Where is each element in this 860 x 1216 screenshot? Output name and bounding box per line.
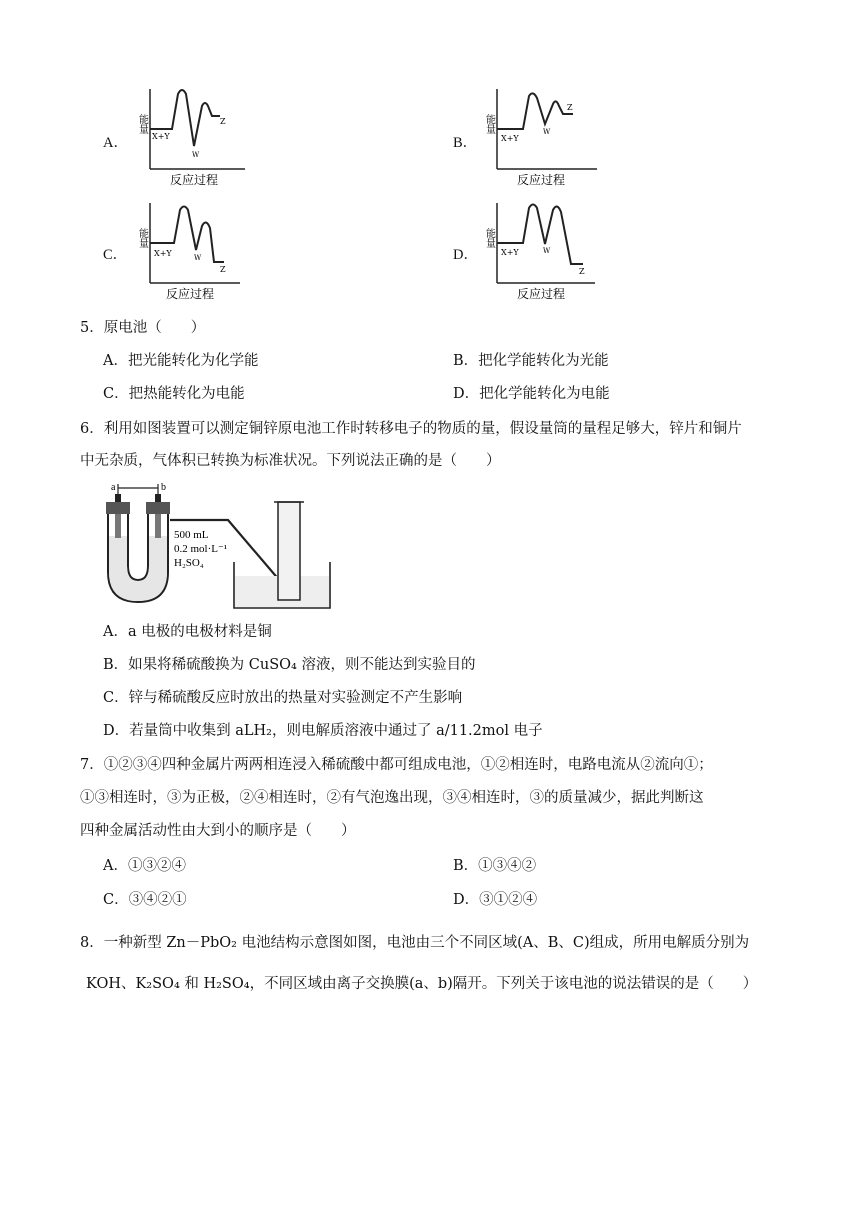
energy-graph-c [136, 198, 280, 303]
graph-xy-label: X+Y [154, 249, 172, 258]
energy-graph-d [483, 198, 627, 303]
graph-y-label: 能量 [136, 114, 148, 134]
fig-label-a: a [111, 482, 116, 493]
q7-stem-line2: ①③相连时，③为正极，②④相连时，②有气泡逸出现，③④相连时，③的质量减少，据此判断这 [80, 790, 704, 806]
fig-concentration-label: 0.2 mol·L⁻¹ [174, 543, 228, 555]
graph-xy-label: X+Y [501, 248, 519, 257]
option-b-label: B． [453, 135, 478, 151]
q6-stem-line1: 6．利用如图装置可以测定铜锌原电池工作时转移电子的物质的量，假设量筒的量程足够大，锌片和铜片 [80, 421, 742, 437]
q7-option-b: B．①③④② [453, 858, 537, 874]
graph-x-label: 反应过程 [517, 173, 566, 187]
energy-graph-b [483, 84, 627, 189]
q6-option-d: D．若量筒中收集到 aLH₂，则电解质溶液中通过了 a/11.2mol 电子 [103, 723, 543, 739]
q8-stem-line2: KOH、K₂SO₄ 和 H₂SO₄，不同区域由离子交换膜(a、b)隔开。下列关于该电池的说法错误的是（ ） [86, 976, 758, 992]
graph-z-label: Z [567, 103, 573, 112]
graph-z-label: Z [220, 117, 226, 126]
q6-option-a: A．a 电极的电极材料是铜 [103, 624, 272, 640]
q8-stem-line1: 8．一种新型 Zn－PbO₂ 电池结构示意图如图，电池由三个不同区域(A、B、C)组成，所用电解质分别为 [80, 935, 750, 951]
q7-option-d: D．③①②④ [453, 892, 538, 908]
graph-x-label: 反应过程 [166, 287, 215, 301]
graph-w-label: W [543, 128, 551, 136]
q6-option-c: C．锌与稀硫酸反应时放出的热量对实验测定不产生影响 [103, 690, 463, 706]
fig-volume-label: 500 mL [174, 529, 209, 541]
q7-stem-line3: 四种金属活动性由大到小的顺序是（ ） [80, 823, 356, 839]
q5-option-b: B．把化学能转化为光能 [453, 353, 609, 369]
q6-apparatus-figure [100, 480, 332, 612]
graph-w-label: W [192, 151, 200, 159]
option-c-label: C． [103, 247, 128, 263]
option-a-label: A． [103, 135, 128, 151]
graph-w-label: W [543, 247, 551, 255]
graph-z-label: Z [220, 265, 226, 274]
q6-stem-line2: 中无杂质，气体积已转换为标准状况。下列说法正确的是（ ） [80, 453, 501, 469]
q5-stem: 5．原电池（ ） [80, 320, 206, 336]
q7-option-a: A．①③②④ [103, 858, 186, 874]
q7-option-c: C．③④②① [103, 892, 187, 908]
graph-y-label: 能量 [483, 114, 495, 134]
energy-graph-a [136, 84, 280, 189]
graph-xy-label: X+Y [152, 132, 170, 141]
fig-acid-label: H₂SO₄ [174, 557, 204, 569]
fig-label-b: b [161, 482, 166, 493]
graph-w-label: W [194, 254, 202, 262]
q5-option-c: C．把热能转化为电能 [103, 386, 245, 402]
graph-y-label: 能量 [483, 228, 495, 248]
graph-xy-label: X+Y [501, 134, 519, 143]
q5-option-d: D．把化学能转化为电能 [453, 386, 610, 402]
q5-option-a: A．把光能转化为化学能 [103, 353, 259, 369]
graph-y-label: 能量 [136, 228, 148, 248]
graph-x-label: 反应过程 [517, 287, 566, 301]
graph-z-label: Z [579, 267, 585, 276]
q7-stem-line1: 7．①②③④四种金属片两两相连浸入稀硫酸中都可组成电池，①②相连时，电路电流从②流向①； [80, 757, 713, 773]
q6-option-b: B．如果将稀硫酸换为 CuSO₄ 溶液，则不能达到实验目的 [103, 657, 476, 673]
option-d-label: D． [453, 247, 478, 263]
graph-x-label: 反应过程 [170, 173, 219, 187]
